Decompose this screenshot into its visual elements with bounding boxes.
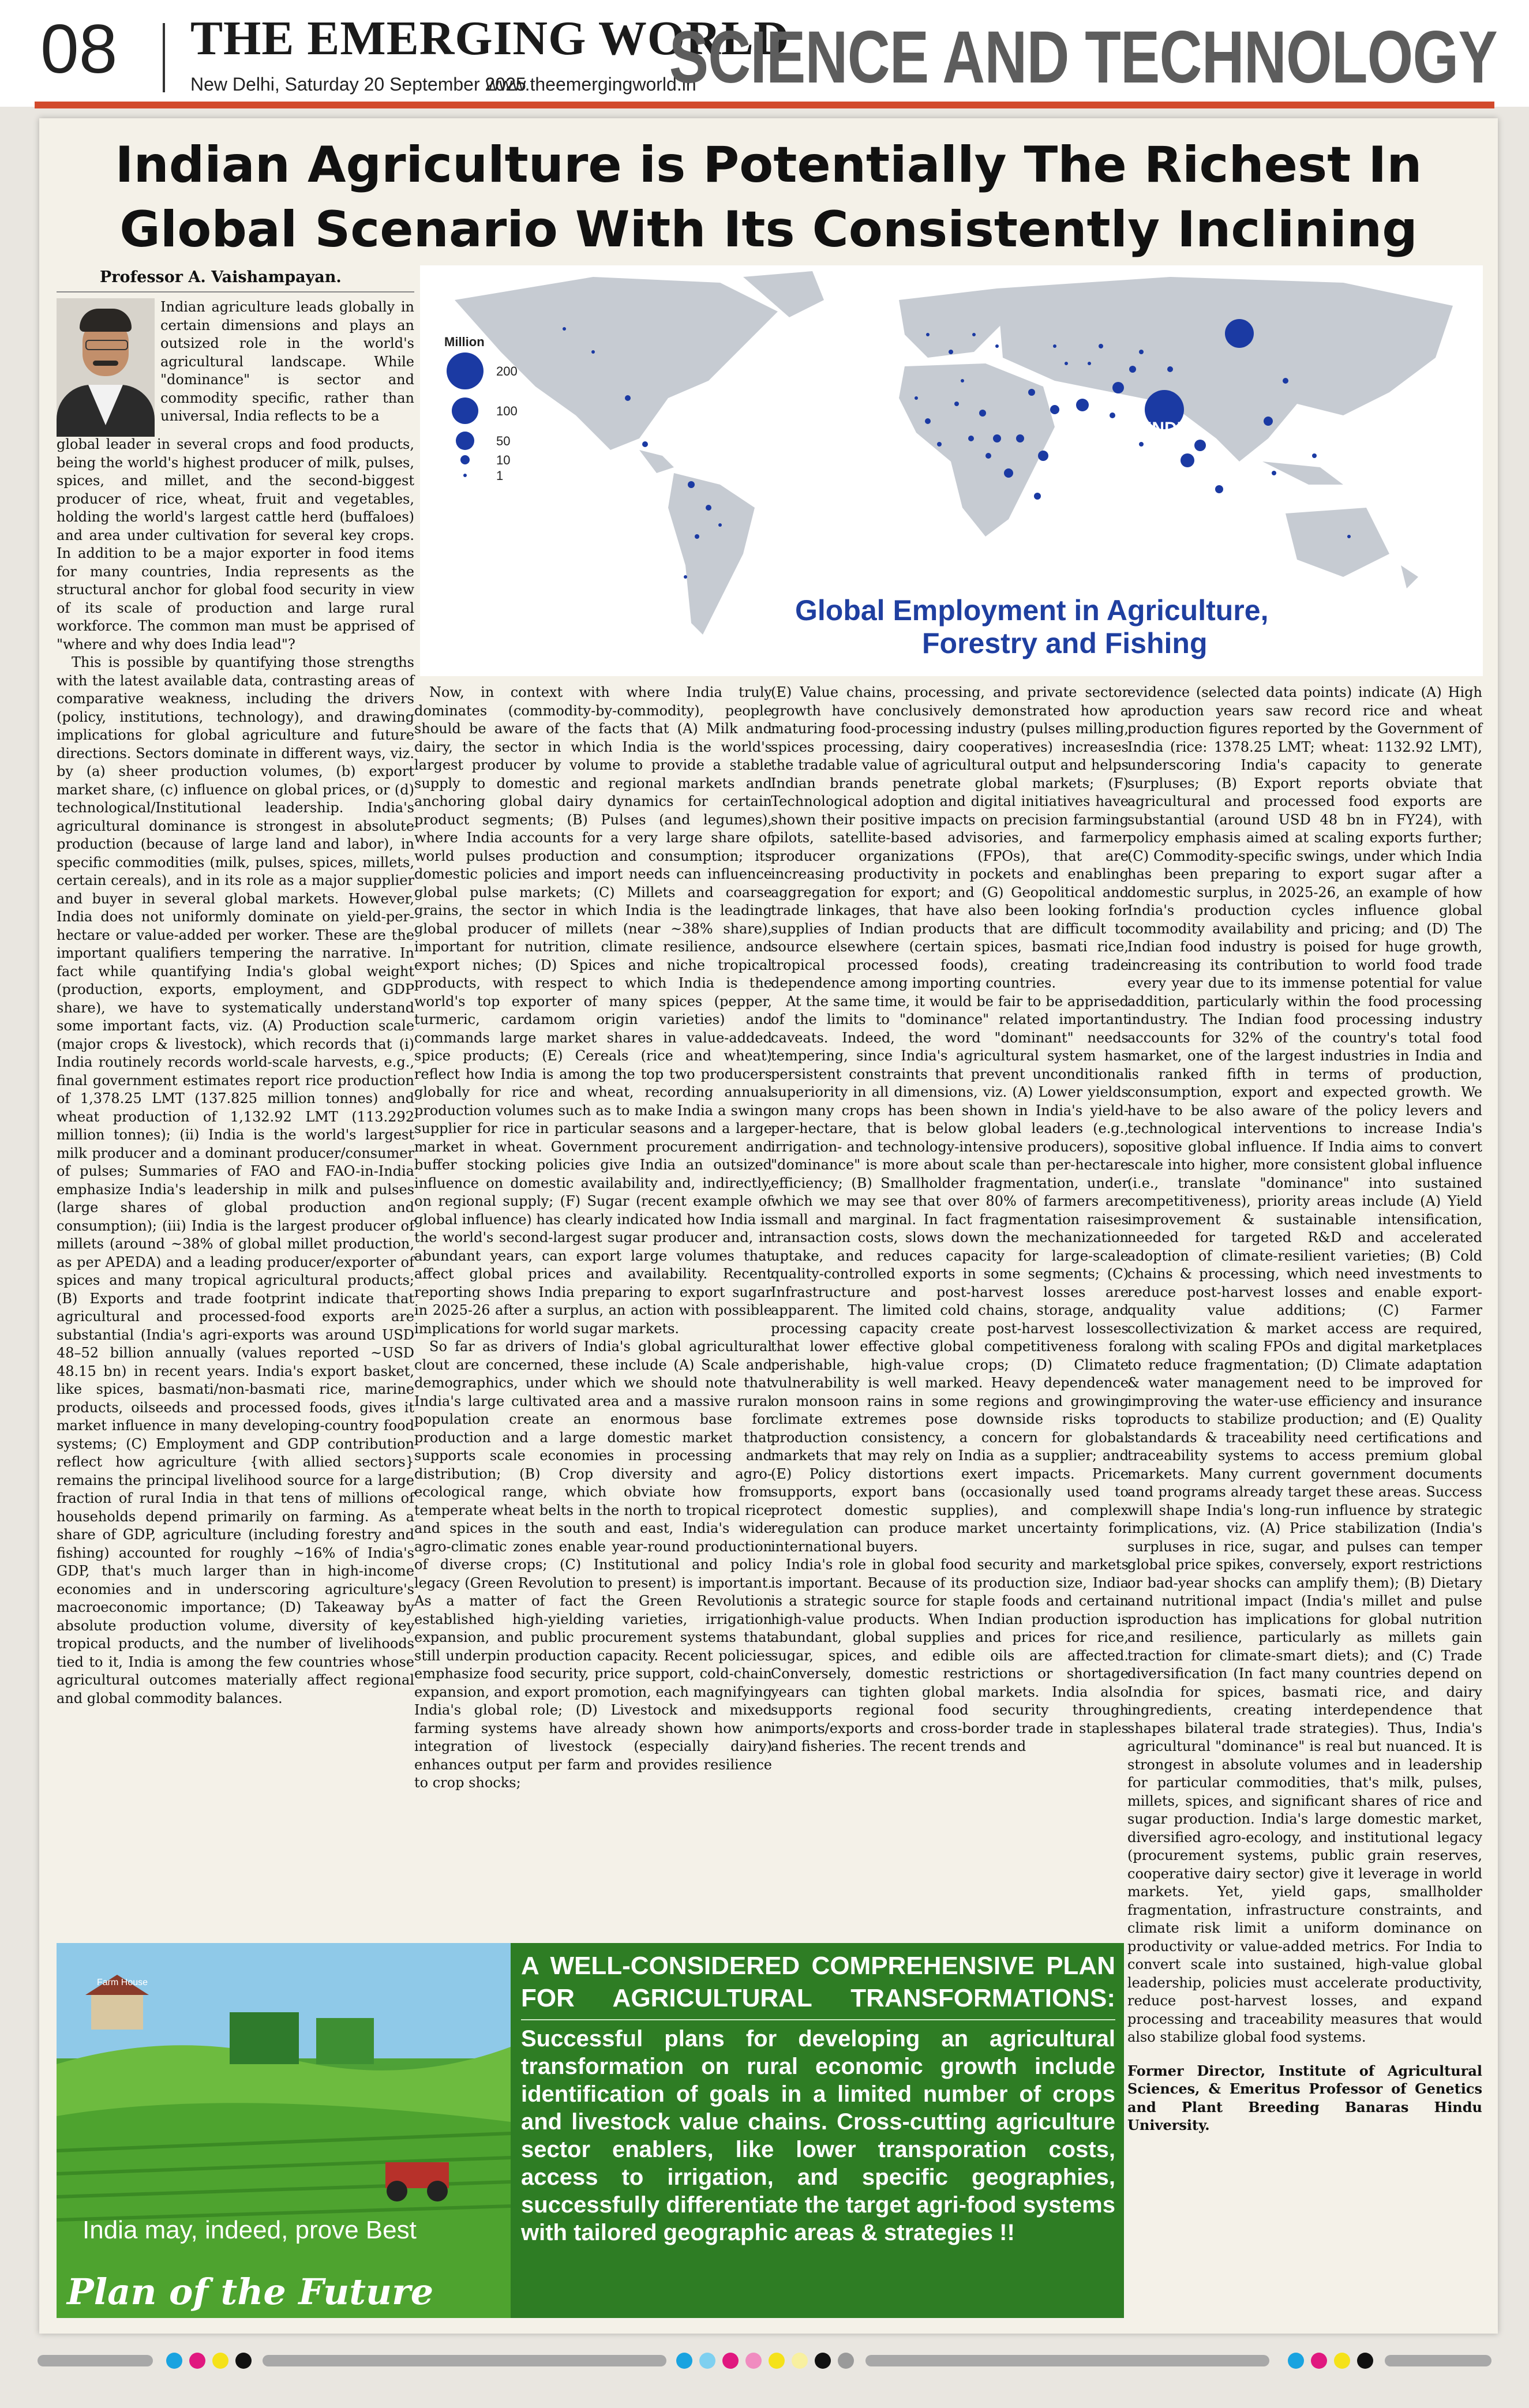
article-headline: Indian Agriculture is Potentially The Richest In Global Scenario With Its Consistently Inclining xyxy=(115,136,1422,258)
employment-bubble xyxy=(1110,412,1115,418)
cmyk-dot-cyan xyxy=(1288,2353,1304,2369)
cmyk-dot-yellow xyxy=(1334,2353,1350,2369)
employment-bubble xyxy=(993,434,1001,442)
legend-title: Million xyxy=(444,335,485,349)
legend-circle-50 xyxy=(456,432,474,450)
employment-bubble xyxy=(1099,344,1103,348)
employment-bubble xyxy=(1129,366,1136,373)
farm-house-label: Farm House xyxy=(97,1978,148,1987)
employment-bubble xyxy=(1272,471,1276,475)
employment-bubble xyxy=(1038,451,1048,461)
employment-bubble xyxy=(968,436,974,441)
banner-slogan: Plan of the Future xyxy=(67,2271,434,2313)
world-employment-map xyxy=(420,265,1483,676)
employment-bubble xyxy=(642,441,648,447)
paragraph: India's role in global food security and markets is important. Because of its production size, India is a strategic source for staple foods and certain high-value products. When Indian production is abundant, global supplies and prices for rice, sugar, spices, and edible oils are affected. Conversely, domestic restrictions or shortage years can tighten global markets. India also supports regional food security through imports/exports and cross-border trade in staples and fisheries. The recent trends and xyxy=(771,1556,1129,1754)
masthead xyxy=(0,0,1529,107)
legend-label: 10 xyxy=(496,453,511,467)
byline-rule xyxy=(57,291,414,292)
article-column-3 xyxy=(771,684,1129,1756)
employment-bubble xyxy=(949,350,953,354)
employment-bubble xyxy=(979,410,986,417)
employment-bubble xyxy=(1065,362,1068,365)
employment-bubble xyxy=(972,333,976,336)
legend-circle-200 xyxy=(447,352,484,389)
employment-bubble xyxy=(1167,366,1173,372)
employment-bubble xyxy=(1034,493,1041,500)
page-number: 08 xyxy=(40,10,118,88)
footer-segment xyxy=(1385,2355,1491,2366)
employment-bubble xyxy=(1312,453,1317,458)
banner-heading: A WELL-CONSIDERED COMPREHENSIVE PLAN FOR AGRICULTURAL TRANSFORMATIONS: xyxy=(521,1952,1115,2012)
website-link[interactable]: www.theemergingworld.in xyxy=(486,74,696,95)
article-panel xyxy=(39,118,1498,2334)
footer-segment xyxy=(263,2355,666,2366)
paragraph: Indian agriculture leads globally in certain dimensions and plays an outsized role in the world's agricultural landscape. While "dominance" is sector and commodity specific, rather than universal, India reflects to be a xyxy=(160,299,414,424)
map-title-line1: Global Employment in Agriculture, xyxy=(795,594,1269,627)
legend-circle-100 xyxy=(452,397,478,424)
masthead-rule xyxy=(35,102,1494,108)
farm-illustration xyxy=(57,1943,511,2318)
paragraph: This is possible by quantifying those strengths with the latest available data, contrasting areas of comparative weakness, including the drivers (policy, institutions, technology), and drawing implications for global agriculture and future directions. Sectors dominate in different ways, viz. by (a) sheer production volumes, (b) export market share, (c) influence on global prices, or (d) technological/Institutional leadership. India's agricultural dominance is strongest in absolute production (because of large land and labor), in specific commodities (milk, pulses, spices, millets, certain cereals), and in its role as a major supplier and buyer in several global markets. However, India does not uniformly dominate on yield-per-hectare or value-added per worker. These are the important qualifiers tempering the narrative. In fact while quantifying India's global weight (production, exports, employment, and GDP share), we have to systematically understand some important facts, viz. (A) Production scale (major crops & livestock), which records that (i) India routinely records world-scale harvests, e.g., final government estimates report rice production of 1,378.25 LMT (137.825 million tonnes) and wheat production of 1,132.92 LMT (113.292 million tonnes); (ii) India is the world's largest milk producer and a dominant producer/consumer of pulses; Summaries of FAO and FAO-in-India emphasize India's leadership in milk and pulses (large shares of global production and consumption); (iii) India is the largest producer of millets (around ~38% of global millet production, as per APEDA) and a leading producer/exporter of spices and many tropical agricultural products; (B) Exports and trade footprint indicate that agricultural and processed-food exports are substantial (India's agri-exports was around USD 48–52 billion annually (values reported ~USD 48.15 bn) in recent years. India's export basket, like spices, basmati/non-basmati rice, marine products, oilseeds and processed foods, gives it market influence in many developing-country food systems; (C) Employment and GDP contribution reflect how agriculture {with allied sectors} remains the principal livelihood source for a large fraction of rural India in that tens of millions of households depend primarily on farming. As a share of GDP, agriculture (including forestry and fishing) accounted for roughly ~16% of India's GDP, that's much larger than in high-income economies and in underscoring agriculture's macroeconomic importance; (D) Takeaway by absolute production volume, diversity of key tropical products, and the number of livelihoods tied to it, India is among the few countries whose agricultural outcomes materially affect regional and global commodity balances. xyxy=(57,654,414,1706)
employment-bubble xyxy=(1088,362,1091,365)
employment-bubble xyxy=(1028,389,1035,396)
employment-bubble xyxy=(1215,485,1223,493)
cmyk-dot-black xyxy=(815,2353,831,2369)
dateline: New Delhi, Saturday 20 September 2025 xyxy=(190,74,526,95)
employment-bubble xyxy=(684,575,687,579)
paragraph: (E) Value chains, processing, and private sector growth have conclusively demonstrated how a maturing food-processing industry (pulses milling, spices processing, dairy cooperatives) increases the tradable value of agricultural output and helps Indian brands penetrate global markets; (F) Technological adoption and digital initiatives have shown their positive impacts on precision farming pilots, satellite-based advisories, and farmer producer organizations (FPOs), that are increasing productivity in pockets and enabling aggregation for export; and (G) Geopolitical and trade linkages, that have also been looking for supplies of Indian products that are difficult to source elsewhere (certain spices, basmati rice, tropical processed foods), creating trade dependence among importing countries. xyxy=(771,684,1129,991)
cmyk-dot-light-yellow xyxy=(792,2353,808,2369)
paragraph: At the same time, it would be fair to be apprised of the limits to "dominance" related important caveats. Indeed, the word "dominant" needs tempering, since India's agricultural system has persistent constraints that prevent unconditional superiority in all dimensions, viz. (A) Lower yields on many crops has been shown in India's yield-per-hectare, that is below global leaders (e.g., irrigation- and technology-intensive producers), so "dominance" is more about scale than per-hectare efficiency; (B) Smallholder fragmentation, under which we may see that over 80% of farmers are small and marginal. In fact fragmentation raises transaction costs, slows down the mechanization uptake, and reduces capacity for large-scale quality-controlled exports in some segments; (C) Infrastructure and post-harvest losses are apparent. The limited cold chains, storage, and processing capacity create post-harvest losses that lower effective global competitiveness for perishable, high-value crops; (D) Climate vulnerability is well marked. Heavy dependence on monsoon rains in some regions and growing climate extremes pose downside risks to production consistency, a concern for global markets that may rely on India as a supplier; and (E) Policy distortions exert impacts. Price supports, export bans (occasionally used to protect domestic supplies), and complex regulation can produce market uncertainty for international buyers. xyxy=(771,993,1129,1555)
employment-bubble xyxy=(1112,382,1124,393)
legend-label: 100 xyxy=(496,404,518,418)
employment-bubble xyxy=(591,350,595,354)
legend-label: 50 xyxy=(496,434,511,448)
newspaper-name: THE EMERGING WORLD xyxy=(190,12,790,65)
employment-bubble xyxy=(718,523,722,527)
employment-bubble xyxy=(1139,442,1144,447)
cmyk-dot-black xyxy=(1357,2353,1373,2369)
employment-bubble xyxy=(706,505,711,511)
author-photo xyxy=(57,298,155,437)
cmyk-dot-yellow xyxy=(769,2353,785,2369)
employment-bubble xyxy=(954,402,959,406)
employment-bubble xyxy=(1194,440,1206,451)
cmyk-dot-yellow xyxy=(212,2353,228,2369)
cmyk-dot-magenta xyxy=(189,2353,205,2369)
paragraph: So far as drivers of India's global agricultural clout are concerned, these include (A) Scale and demographics, under which we should note that India's large cultivated area and a massive rural population create an enormous base for production and a large domestic market that supports scale economies in processing and distribution; (B) Crop diversity and agro-ecological range, which obviate how from temperate wheat belts in the north to tropical rice and spices in the south and east, India's wide agro-climatic zones enable year-round production of diverse crops; (C) Institutional and policy legacy (Green Revolution to present) is important. As a matter of fact the Green Revolution established high-yielding varieties, irrigation expansion, and public procurement systems that still underpin production capacity. Recent policies emphasize food security, price support, cold-chain expansion, and export promotion, each magnifying India's global role; (D) Livestock and mixed farming systems have already shown how an integration of livestock (especially dairy) enhances output per farm and provides resilience to crop shocks; xyxy=(414,1338,772,1791)
cmyk-dot-cyan xyxy=(676,2353,692,2369)
employment-bubble xyxy=(625,395,631,401)
legend-circle-10 xyxy=(460,455,470,464)
employment-bubble xyxy=(1225,319,1254,348)
banner-body: Successful plans for developing an agricultural transformation on rural economic growth include identification of goals in a limited number of crops and livestock value chains. Cross-cutting agriculture sector enablers, like lower transporation costs, access to irrigation, and specific geographies, successfully differentiate the target agri-food systems with tailored geographic areas & strategies !! xyxy=(521,2026,1115,2245)
banner-rule xyxy=(521,2019,1115,2020)
legend-circle-1 xyxy=(463,474,467,477)
footer-segment xyxy=(865,2355,1269,2366)
employment-bubble xyxy=(1076,399,1089,411)
employment-bubble xyxy=(1347,535,1351,538)
employment-bubble xyxy=(961,379,964,382)
article-column-1 xyxy=(57,436,414,1708)
section-title: SCIENCE AND TECHNOLOGY xyxy=(669,16,1497,99)
employment-bubble xyxy=(1181,453,1194,467)
employment-bubble xyxy=(688,481,695,488)
employment-bubble xyxy=(1283,378,1288,384)
employment-bubble xyxy=(1053,344,1056,348)
article-column-1-intro xyxy=(160,298,414,426)
employment-bubble xyxy=(985,453,991,459)
employment-bubble xyxy=(1264,417,1273,426)
legend-label: 1 xyxy=(496,468,504,483)
employment-bubble xyxy=(926,333,930,336)
cmyk-dot-light-cyan xyxy=(699,2353,715,2369)
employment-bubble xyxy=(937,442,942,447)
paragraph: global leader in several crops and food products, being the world's highest producer of milk, pulses, spices, and millet, and the second-biggest producer of rice, wheat, fruit and vegetables, holding the world's largest cattle herd (buffaloes) and area under cultivation for several key crops. In addition to be a major exporter in food items for many countries, India represents as the structural anchor for global food security in view of its scale of production and large rural workforce. The common man must be apprised of "where and why does India lead"? xyxy=(57,436,414,652)
cmyk-dot-cyan xyxy=(166,2353,182,2369)
banner-tagline: India may, indeed, prove Best xyxy=(83,2216,417,2244)
paragraph: evidence (selected data points) indicate (A) High production years saw record rice and wheat production figures reported by the Government of India (rice: 1378.25 LMT; wheat: 1132.92 LMT), underscoring India's capacity to generate surpluses; (B) Export reports obviate that agricultural and processed food exports are substantial (around USD 48 bn in FY24), with policy emphasis aimed at scaling exports further; (C) Commodity-specific swings, under which India has been preparing to export sugar after a domestic surplus, in 2025-26, an example of how India's production cycles influence global commodity availability and pricing; and (D) The Indian food industry is poised for huge growth, increasing its contribution to world food trade every year due to its immense potential for value addition, particularly within the food processing industry. The Indian food processing industry accounts for 32% of the country's total food market, one of the largest industries in India and is ranked fifth in terms of production, consumption, export and expected growth. We have to be also aware of the policy levers and technological interventions to increase India's positive global influence. If India aims to convert scale into higher, more consistent global influence (i.e., translate "dominance" into sustained competitiveness), priority areas include (A) Yield improvement & sustainable intensification, needed for targeted R&D and accelerated adoption of climate-resilient varieties; (B) Cold chains & processing, which need investments to reduce post-harvest losses and enable export-quality value additions; (C) Farmer collectivization & market access are required, along with scaling FPOs and digital marketplaces to reduce fragmentation; (D) Climate adaptation & water management need to be improved for improving the water-use efficiency and insurance products to stabilize production; and (E) Quality standards & traceability need certifications and traceability systems to access premium global markets. Many current government documents and programs already target these areas. Success will shape India's long-run influence by strategic implications, viz. (A) Price stabilization (India's surpluses in rice, sugar, and pulses can temper global price spikes, conversely, export restrictions or bad-year shocks can amplify them); (B) Dietary and nutritional impact (India's millet and pulse production has implications for global nutrition and resilience, particularly as millets gain traction for climate-smart diets); and (C) Trade diversification (In fact many countries depend on India for spices, basmati rice, and dairy ingredients, creating interdependence that shapes bilateral trade strategies). Thus, India's agricultural "dominance" is real but nuanced. It is strongest in absolute volumes and in leadership for particular commodities, that's milk, pulses, millets, spices, and significant shares of rice and sugar production. India's large domestic market, diversified agro-ecology, and institutional legacy (procurement systems, public grain reserves, cooperative dairy sector) give it leverage in world markets. Yet, yield gaps, smallholder fragmentation, infrastructure constraints, and climate risk limit a uniform dominance on productivity or value-added metrics. For India to convert scale into sustained, high-value global leadership, policies must accelerate productivity, reduce post-harvest losses, and expand processing and traceability measures that would also stabilize global food systems. xyxy=(1127,684,1482,2045)
paragraph: Now, in context with where India truly dominates (commodity-by-commodity), people should be aware of the facts that (A) Milk and dairy, the sector in which India is the world's largest producer by volume to provide a stable supply to domestic and regional markets and anchoring global dairy dynamics for certain product segments; (B) Pulses (and legumes), where India accounts for a very large share of world pulses production and consumption; its domestic policies and import needs can influence global pulse markets; (C) Millets and coarse grains, the sector in which India is the leading global producer of millets (near ~38% share), important for nutrition, climate resilience, and export niches; (D) Spices and niche tropical products, with respect to which India is the world's top exporter of many spices (pepper, turmeric, cardamom origin varieties) and commands large market shares in value-added spice products; (E) Cereals (rice and wheat) reflect how India is among the top two producers globally for rice and wheat, recording annual production volumes such as to make India a swing supplier for rice in particular seasons and a large market in wheat. Government procurement and buffer stocking policies give India an outsized influence on domestic availability and, indirectly, on regional supply; (F) Sugar (recent example of global influence) has clearly indicated how India is the world's second-largest sugar producer and, in abundant years, can export large volumes that affect global prices and availability. Recent reporting shows India preparing to export sugar in 2025-26 after a surplus, an action with possible implications for world sugar markets. xyxy=(414,684,772,1337)
employment-bubble xyxy=(915,396,918,400)
employment-bubble xyxy=(1016,434,1024,442)
employment-bubble xyxy=(1139,350,1144,354)
employment-bubble xyxy=(695,534,699,539)
footer-segment xyxy=(38,2355,153,2366)
india-label: INDIA xyxy=(1147,419,1194,438)
employment-bubble xyxy=(1004,468,1013,478)
cmyk-dot-black xyxy=(235,2353,252,2369)
farm-scene xyxy=(57,1943,511,2318)
cmyk-dot-magenta xyxy=(1311,2353,1327,2369)
employment-bubble xyxy=(1050,405,1059,414)
article-column-2 xyxy=(414,684,772,1792)
author-bio: Former Director, Institute of Agricultural Sciences, & Emeritus Professor of Genetics and Plant Breeding Banaras Hindu University. xyxy=(1127,2062,1482,2133)
map-title-line2: Forestry and Fishing xyxy=(922,627,1208,659)
page-footer-bar xyxy=(0,2348,1529,2371)
agri-plan-banner xyxy=(57,1943,1124,2318)
cmyk-dot-grey xyxy=(838,2353,854,2369)
employment-bubble xyxy=(995,344,999,348)
author-byline: Professor A. Vaishampayan. xyxy=(100,268,342,286)
legend-label: 200 xyxy=(496,364,518,378)
cmyk-dot-magenta xyxy=(722,2353,739,2369)
article-column-4 xyxy=(1127,684,1482,2135)
employment-bubble xyxy=(925,418,931,424)
cmyk-dot-light-magenta xyxy=(745,2353,762,2369)
masthead-divider xyxy=(163,23,165,92)
employment-bubble xyxy=(563,327,566,331)
